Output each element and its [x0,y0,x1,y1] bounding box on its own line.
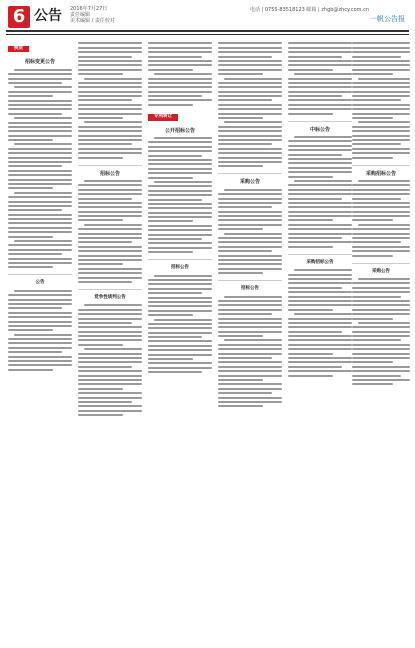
column-3 [148,40,212,376]
column-6 [352,40,410,388]
column-5 [288,40,352,379]
notice-heading: 中标公告 [309,126,330,133]
notice-heading: 竞争性谈判公告 [94,294,126,300]
notice-heading: 采购公告 [372,268,390,274]
category-tag: 专利转让 [148,114,178,120]
page-number-badge: 6 [8,6,30,28]
notice-heading: 招标公告 [241,286,259,292]
notice-heading: 招标公告 [171,265,189,271]
issue-design: 美术编辑 / 责任校对 [70,18,115,24]
issue-editor: 责任编辑 [70,12,91,18]
header-rule [6,30,409,32]
notice-heading: 采购招标公告 [306,259,334,265]
column-4 [218,40,282,410]
column-2 [78,40,142,419]
brand-logo: 一帆公告报 [370,15,405,23]
notice-heading: 招标变更公告 [24,59,55,66]
issue-date: 2016年7月27日 [70,6,108,12]
notice-heading: 采购公告 [239,179,260,186]
contact-info: 电话 | 0755-83518123 邮箱 | zhgb@zhcy.com.cn [250,7,369,13]
notice-heading: 采购招标公告 [365,170,396,177]
category-tag: 换货 [8,46,29,52]
section-title: 公告 [34,8,62,24]
header-rule-thin [6,34,409,35]
column-1 [8,40,72,373]
issue-meta [70,6,115,24]
notice-heading: 公开招标公告 [164,127,195,134]
notice-heading: 招标公告 [99,170,120,177]
notice-heading: 公告 [35,280,45,286]
